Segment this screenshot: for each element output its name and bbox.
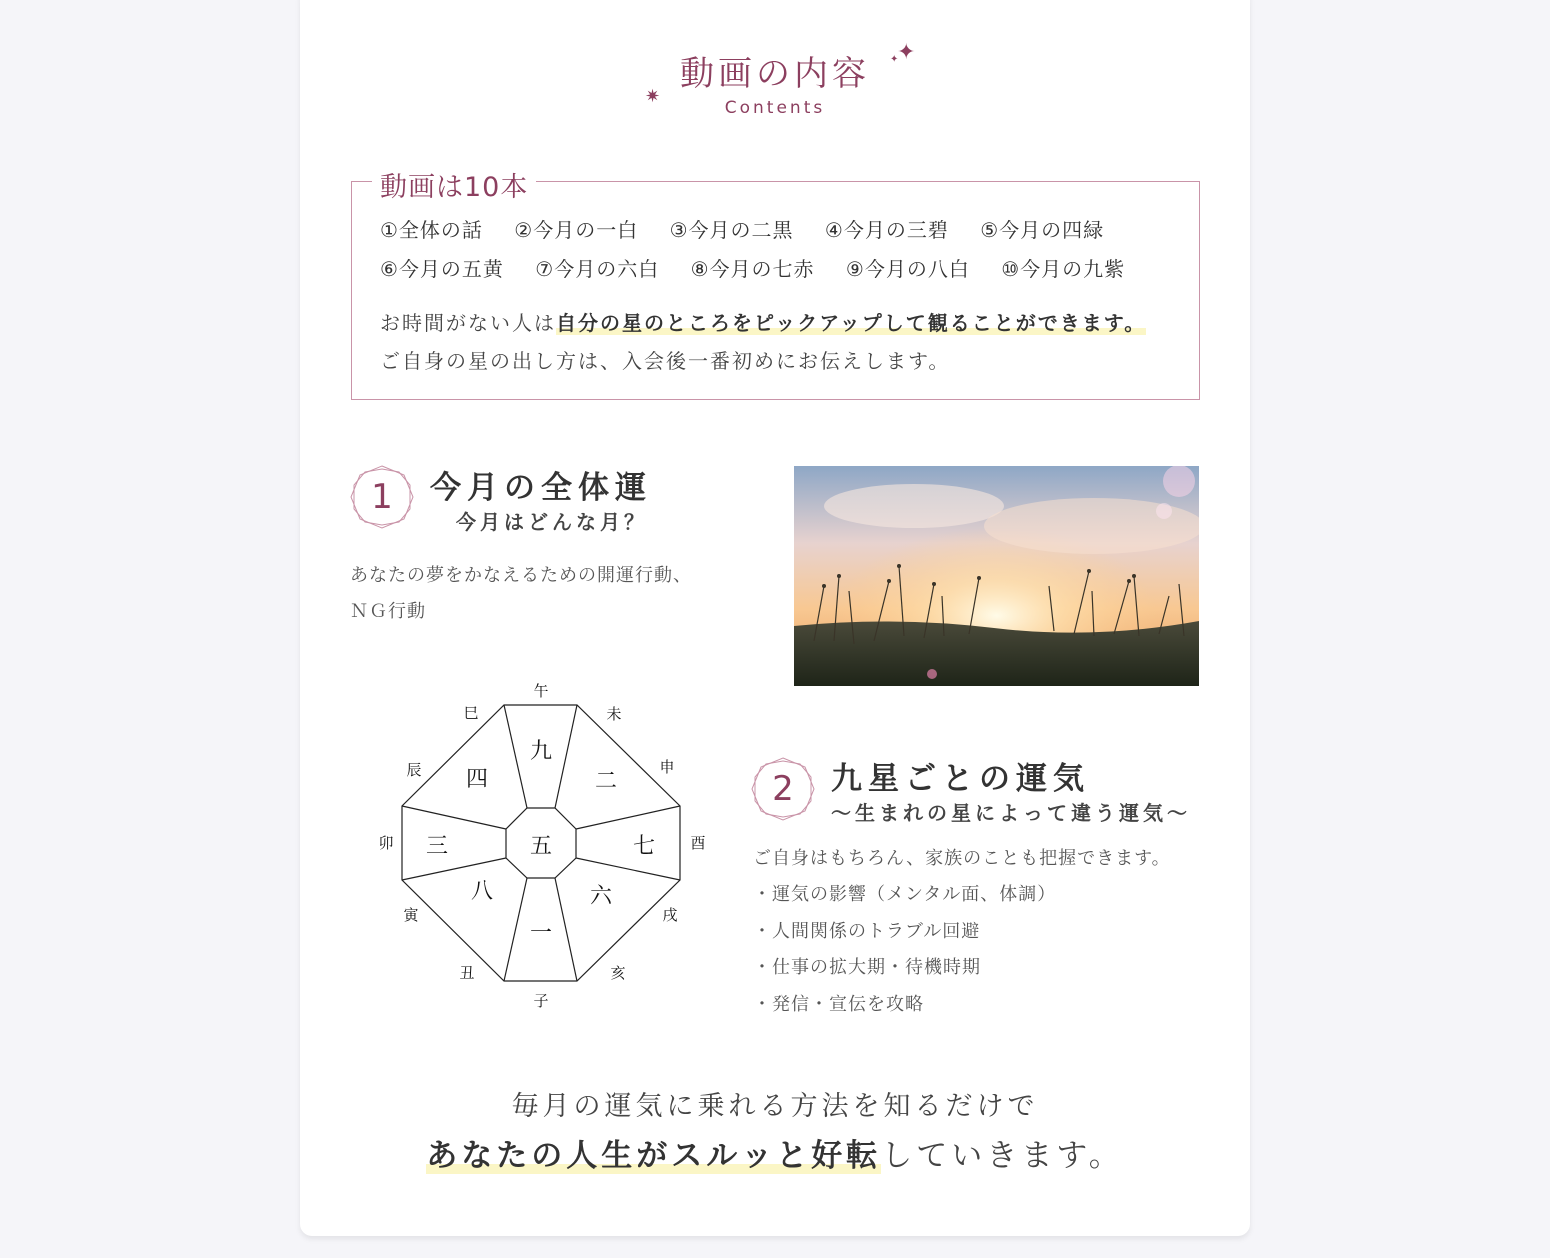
diagram-star-top: 九 [529,739,553,764]
closing-text: していきます。 [881,1138,1124,1174]
section1-title: 今月の全体運 [430,470,652,506]
videos-box-label: 動画は10本 [372,165,536,204]
section-subtitle: Contents [724,98,826,118]
diagram-star-bottom-left: 八 [470,879,494,904]
video-item: ④今月の三碧 [824,218,949,242]
sunset-photo [794,466,1199,686]
section-number-2: 2 [772,769,794,809]
section2-bullet: ・発信・宣伝を攻略 [753,994,924,1015]
section-title: 動画の内容 [680,54,870,94]
zodiac-label: 子 [533,992,549,1010]
section1-text-1: あなたの夢をかなえるための開運行動、 [350,565,692,586]
section-number-1: 1 [371,477,393,517]
diagram-star-bottom-right: 六 [589,884,613,909]
zodiac-label: 酉 [690,834,706,852]
closing-message-1: 毎月の運気に乗れる方法を知るだけで [511,1091,1039,1122]
star-burst-icon: ✷ [645,86,661,107]
section1-text-2: ＮＧ行動 [350,601,426,622]
diagram-star-right: 七 [632,834,656,859]
video-item: ⑨今月の八白 [845,257,970,281]
section2-bullet: ・仕事の拡大期・待機時期 [753,957,981,978]
video-item: ⑧今月の七赤 [690,257,815,281]
zodiac-label: 戌 [662,906,678,924]
section2-subtitle: ～生まれの星によって違う運気～ [831,801,1191,825]
video-item: ⑦今月の六白 [535,257,660,281]
video-list-row-2 [380,253,1149,282]
zodiac-label: 申 [659,758,675,776]
video-list-row-1 [380,214,1128,243]
closing-message-2 [0,1130,1550,1175]
videos-note-2: ご自身の星の出し方は、入会後一番初めにお伝えします。 [380,349,951,373]
diagram-star-left: 三 [425,834,449,859]
section1-subtitle: 今月はどんな月？ [456,510,648,534]
zodiac-label: 丑 [459,964,475,982]
video-item: ⑩今月の九紫 [1001,257,1126,281]
zodiac-label: 辰 [406,761,422,779]
sparkle-small-icon: ✦ [890,54,899,65]
zodiac-label: 午 [533,682,549,700]
video-item: ⑤今月の四緑 [980,218,1105,242]
zodiac-label: 卯 [378,834,394,852]
diagram-star-top-right: 二 [594,769,618,794]
diagram-star-top-left: 四 [465,767,489,792]
zodiac-label: 寅 [403,906,419,924]
sparkle-icon: ✦ [897,40,916,65]
video-item: ①全体の話 [380,218,483,242]
zodiac-label: 未 [606,705,622,723]
zodiac-label: 亥 [610,964,626,982]
section2-bullet: ・運気の影響（メンタル面、体調） [753,884,1057,905]
note-text: お時間がない人は [380,311,556,335]
diagram-center-star: 五 [529,834,553,859]
video-item: ②今月の一白 [514,218,639,242]
video-item: ⑥今月の五黄 [380,257,504,281]
zodiac-label: 巳 [463,704,479,722]
video-item: ③今月の二黒 [669,218,794,242]
diagram-star-bottom: 一 [529,921,553,946]
section2-bullet: ・人間関係のトラブル回避 [753,921,981,942]
videos-note-1 [380,307,1146,336]
section2-title: 九星ごとの運気 [831,761,1090,797]
closing-highlight: あなたの人生がスルッと好転 [426,1138,882,1174]
section2-text-1: ご自身はもちろん、家族のことも把握できます。 [753,848,1171,869]
nine-star-diagram [370,678,720,1014]
note-highlight: 自分の星のところをピックアップして観ることができます。 [556,311,1147,335]
